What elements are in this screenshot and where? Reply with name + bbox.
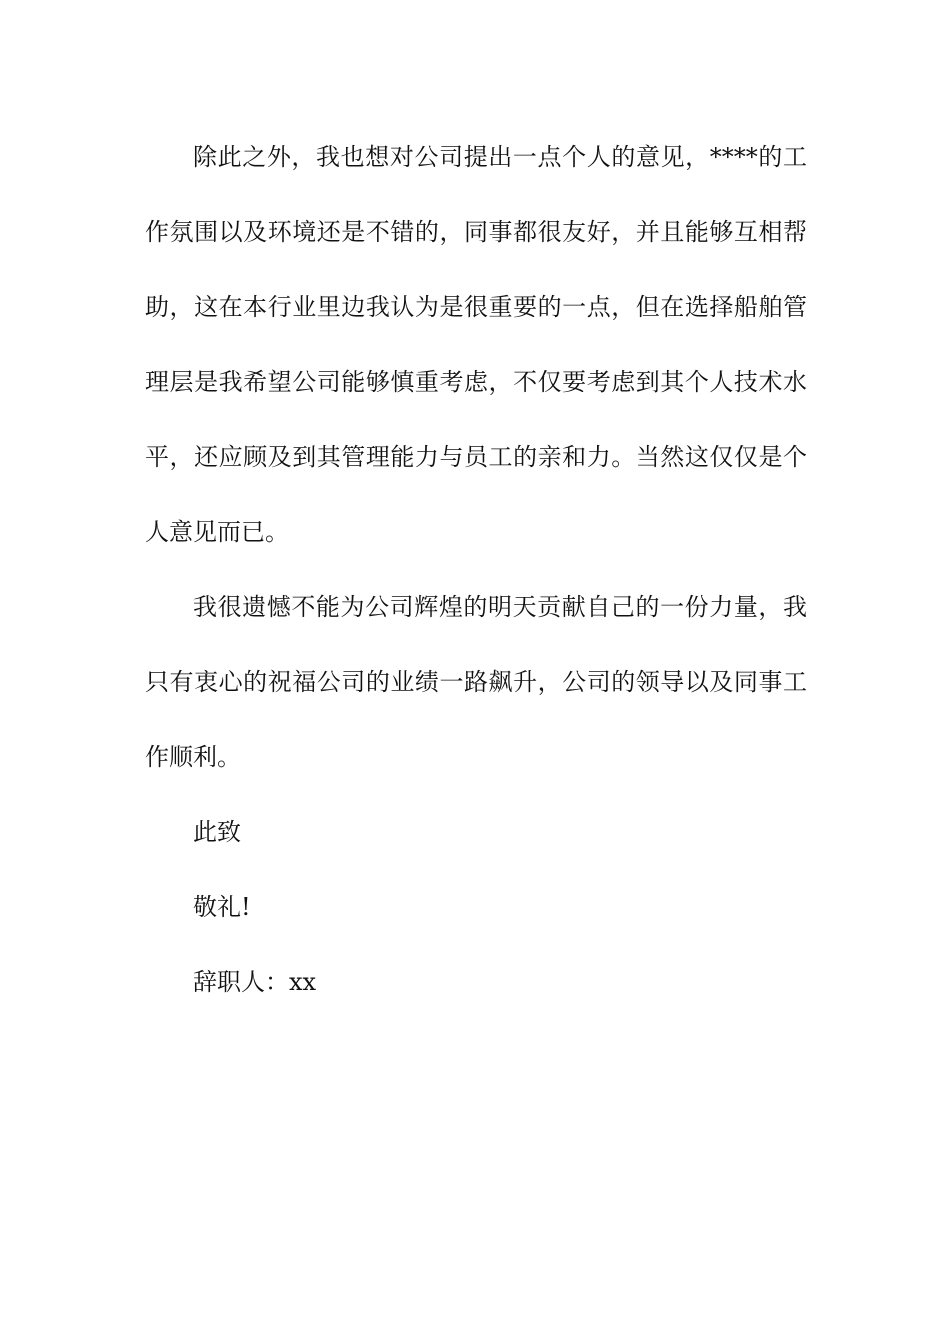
closing-salutation: 此致 [193, 818, 241, 846]
paragraph-farewell: 我很遗憾不能为公司辉煌的明天贡献自己的一份力量，我只有衷心的祝福公司的业绩一路飙升，公司的领导以及同事工作顺利。 [145, 593, 807, 771]
letter-body [145, 120, 807, 1020]
signature-line: 辞职人：xx [193, 968, 317, 996]
paragraph-opinion: 除此之外，我也想对公司提出一点个人的意见，****的工作氛围以及环境还是不错的，同事都很友好，并且能够互相帮助，这在本行业里边我认为是很重要的一点，但在选择船舶管理层是我希望公司能够慎重考虑，不仅要考虑到其个人技术水平，还应顾及到其管理能力与员工的亲和力。当然这仅仅是个人意见而已。 [145, 143, 807, 546]
closing-regards: 敬礼! [193, 893, 251, 921]
